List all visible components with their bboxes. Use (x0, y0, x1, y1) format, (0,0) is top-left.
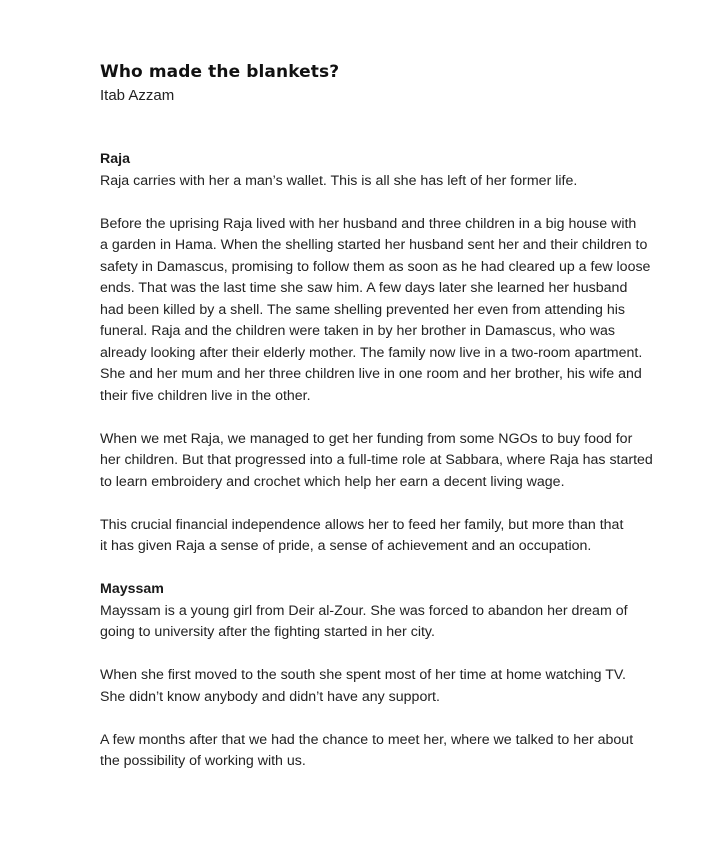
text-line: her children. But that progressed into a full-time role at Sabbara, where Raja has started (100, 452, 653, 468)
section-raja (100, 149, 680, 558)
text-line: their five children live in the other. (100, 387, 311, 404)
text-line: She didn’t know anybody and didn’t have any support. (100, 688, 440, 705)
text-line: ends. That was the last time she saw him. A few days later she learned her husband (100, 280, 628, 296)
text-line: When we met Raja, we managed to get her funding from some NGOs to buy food for (100, 430, 633, 447)
text-line: Mayssam is a young girl from Deir al-Zour. She was forced to abandon her dream of (100, 602, 628, 619)
paragraph (100, 429, 680, 494)
paragraph (100, 665, 680, 708)
section-mayssam (100, 579, 680, 773)
text-line: it has given Raja a sense of pride, a sense of achievement and an occupation. (100, 538, 592, 554)
text-line: This crucial financial independence allows her to feed her family, but more than that (100, 516, 624, 533)
text-line: already looking after their elderly mother. The family now live in a two-room apartment. (100, 344, 643, 361)
text-line: Before the uprising Raja lived with her husband and three children in a big house with (100, 215, 637, 232)
article-body (100, 149, 680, 794)
section-heading: Mayssam (100, 581, 164, 597)
text-line: When she first moved to the south she spent most of her time at home watching TV. (100, 667, 626, 683)
text-line: safety in Damascus, promising to follow them as soon as he had cleared up a few loose (100, 258, 651, 275)
paragraph (100, 171, 680, 193)
text-line: A few months after that we had the chance to meet her, where we talked to her about (100, 731, 634, 748)
article-author: Itab Azzam (100, 87, 175, 104)
text-line: to learn embroidery and crochet which help her earn a decent living wage. (100, 473, 565, 490)
text-line: going to university after the fighting started in her city. (100, 624, 435, 640)
article-title: Who made the blankets? (100, 62, 340, 82)
text-line: had been killed by a shell. The same shelling prevented her even from attending his (100, 301, 625, 318)
paragraph (100, 214, 680, 408)
paragraph (100, 601, 680, 644)
paragraph (100, 730, 680, 773)
text-line: She and her mum and her three children live in one room and her brother, his wife and (100, 366, 642, 382)
text-line: a garden in Hama. When the shelling started her husband sent her and their children to (100, 237, 648, 253)
text-line: the possibility of working with us. (100, 753, 306, 769)
section-heading: Raja (100, 151, 130, 167)
text-line: Raja carries with her a man’s wallet. This is all she has left of her former life. (100, 172, 578, 189)
text-line: funeral. Raja and the children were taken in by her brother in Damascus, who was (100, 323, 615, 339)
paragraph (100, 515, 680, 558)
